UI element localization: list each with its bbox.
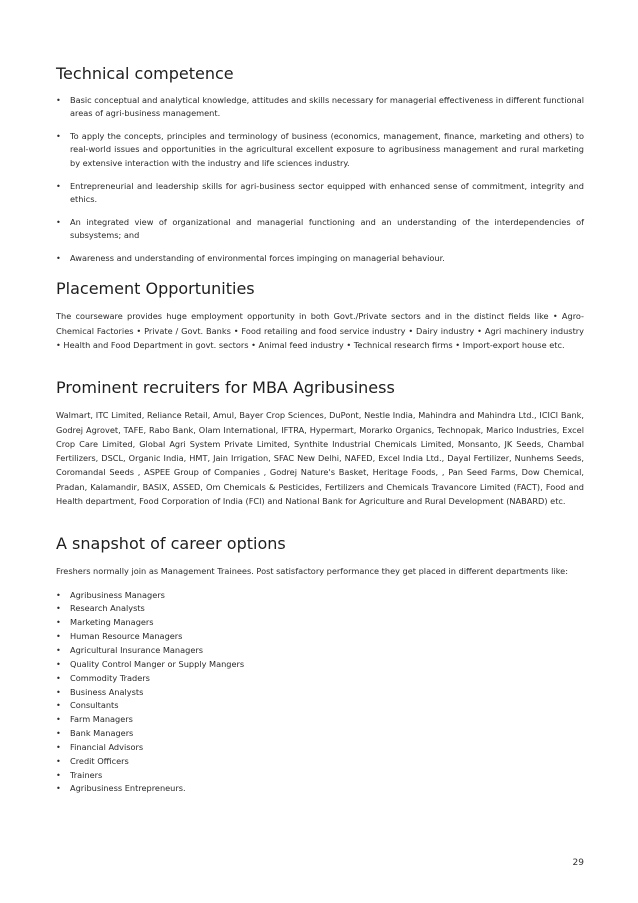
list-item — [56, 630, 584, 644]
list-item — [56, 658, 584, 672]
list-item — [56, 727, 584, 741]
list-item — [56, 589, 584, 603]
list-item — [56, 616, 584, 630]
document-page — [56, 64, 584, 796]
technical-competence-section — [56, 64, 584, 265]
list-item-text: Quality Control Manger or Supply Mangers — [70, 658, 245, 669]
list-item — [56, 94, 584, 121]
list-item — [56, 130, 584, 170]
bullet-icon: • — [56, 617, 61, 628]
bullet-icon: • — [56, 131, 61, 142]
recruiters-section — [56, 378, 584, 508]
list-item — [56, 769, 584, 783]
list-item — [56, 252, 584, 265]
bullet-icon: • — [56, 714, 61, 725]
recruiters-heading: Prominent recruiters for MBA Agribusiness — [56, 378, 395, 398]
list-item-text: Business Analysts — [70, 686, 144, 697]
list-item — [56, 755, 584, 769]
list-item — [56, 180, 584, 207]
list-item-text: Farm Managers — [70, 714, 133, 725]
placement-section — [56, 279, 584, 352]
list-item-text: Marketing Managers — [70, 617, 154, 628]
bullet-icon: • — [56, 755, 61, 766]
bullet-icon: • — [56, 603, 61, 614]
list-item — [56, 602, 584, 616]
list-item — [56, 644, 584, 658]
career-heading: A snapshot of career options — [56, 534, 286, 554]
bullet-icon: • — [56, 672, 61, 683]
bullet-icon: • — [56, 95, 61, 105]
career-intro: Freshers normally join as Management Trainees. Post satisfactory performance they get placed in different departments like: — [56, 566, 568, 577]
list-item-text: Basic conceptual and analytical knowledge, attitudes and skills necessary for managerial effectiveness in different functional areas of agri-business management. — [70, 95, 584, 119]
list-item-text: Financial Advisors — [70, 741, 144, 752]
list-item-text: Credit Officers — [70, 755, 129, 766]
list-item-text: Commodity Traders — [70, 672, 150, 683]
list-item-text: Consultants — [70, 700, 119, 711]
list-item-text: Agricultural Insurance Managers — [70, 644, 203, 655]
bullet-icon: • — [56, 700, 61, 711]
list-item-text: Trainers — [70, 769, 103, 780]
career-list — [56, 589, 584, 797]
list-item-text: Agribusiness Entrepreneurs. — [70, 783, 186, 794]
list-item-text: Research Analysts — [70, 603, 145, 614]
list-item-text: To apply the concepts, principles and terminology of business (economics, management, finance, marketing and others) to real-world issues and opportunities in the agricultural excellent exposure to agribusiness management and rural marketing by extensive interaction with the industry and life sciences industry. — [70, 131, 584, 168]
career-section — [56, 534, 584, 796]
list-item-text: Human Resource Managers — [70, 631, 183, 642]
list-item — [56, 686, 584, 700]
bullet-icon: • — [56, 769, 61, 780]
list-item — [56, 216, 584, 243]
list-item — [56, 782, 584, 796]
bullet-icon: • — [56, 741, 61, 752]
list-item-text: Agribusiness Managers — [70, 589, 165, 600]
bullet-icon: • — [56, 216, 61, 227]
bullet-icon: • — [56, 644, 61, 655]
list-item-text: Awareness and understanding of environmental forces impinging on managerial behaviour. — [70, 253, 445, 264]
bullet-icon: • — [56, 658, 61, 669]
list-item — [56, 741, 584, 755]
list-item — [56, 713, 584, 727]
bullet-icon: • — [56, 180, 61, 191]
list-item-text: An integrated view of organizational and managerial functioning and an understanding of the interdependencies of subsystems; and — [70, 216, 584, 241]
bullet-icon: • — [56, 783, 61, 794]
recruiters-text: Walmart, ITC Limited, Reliance Retail, Amul, Bayer Crop Sciences, DuPont, Nestle India, Mahindra and Mahindra Ltd., ICICI Bank, Godrej Agrovet, TAFE, Rabo Bank, Olam International, IFTRA, Hypermart, Morarko Organics, Technopak, Marico Industries, Excel Crop Care Limited, Global Agri System Private Limited, Synthite Industrial Chemicals Limited, Monsanto, JK Seeds, Chambal Fertilizers, DSCL, Organic India, HMT, Jain Irrigation, SFAC New Delhi, NAFED, Excel India Ltd., Dayal Fertilizer, Nunhems Seeds, Coromandal Seeds , ASPEE Group of Companies , Godrej Nature's Basket, Heritage Foods, , Pan Seed Farms, Dow Chemical, Pradan, Kalamandir, BASIX, ASSED, Om Chemicals & Pesticides, Fertilizers and Chemicals Travancore Limited (FACT), Food and Health department, Food Corporation of India (FCI) and National Bank for Agriculture and Rural Development (NABARD) etc. — [56, 410, 584, 507]
technical-competence-list — [56, 94, 584, 265]
list-item — [56, 699, 584, 713]
bullet-icon: • — [56, 728, 61, 739]
list-item — [56, 672, 584, 686]
bullet-icon: • — [56, 686, 61, 697]
technical-competence-heading: Technical competence — [56, 64, 234, 83]
placement-text: The courseware provides huge employment opportunity in both Govt./Private sectors and in the distinct fields like • Agro-Chemical Factories • Private / Govt. Banks • Food retailing and food service industry • Dairy industry • Agri machinery industry • Health and Food Department in govt. sectors • Animal feed industry • Technical research firms • Import-export house etc. — [56, 311, 584, 350]
page-number: 29 — [572, 858, 584, 868]
list-item-text: Bank Managers — [70, 728, 134, 739]
bullet-icon: • — [56, 631, 61, 642]
placement-heading: Placement Opportunities — [56, 279, 255, 299]
bullet-icon: • — [56, 253, 61, 264]
bullet-icon: • — [56, 589, 61, 600]
list-item-text: Entrepreneurial and leadership skills for agri-business sector equipped with enhanced sense of commitment, integrity and ethics. — [70, 180, 584, 204]
